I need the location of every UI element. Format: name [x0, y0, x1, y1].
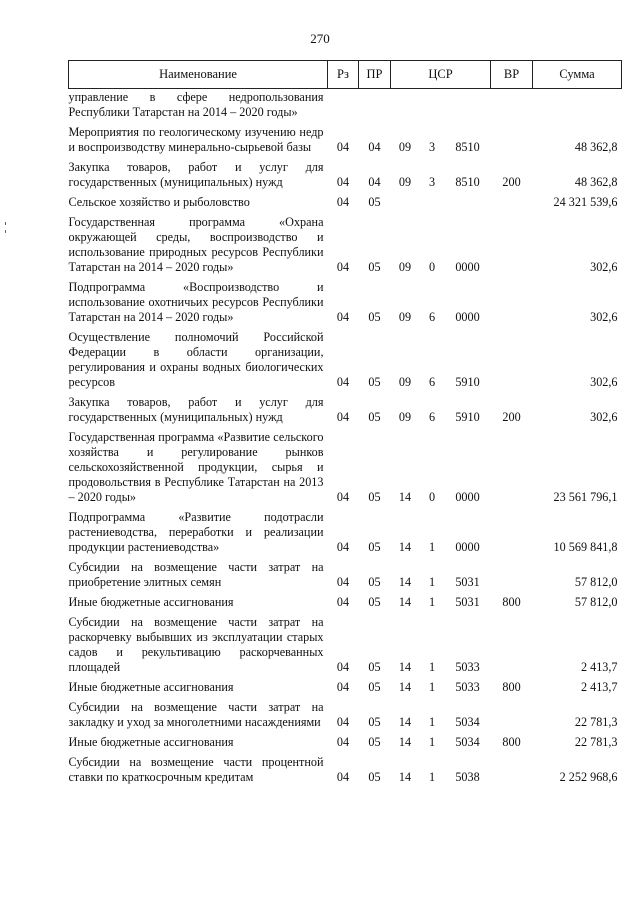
row-csr-item: 5031 [455, 575, 480, 589]
header-sum: Сумма [533, 61, 622, 89]
row-csr-program: 14 [398, 660, 412, 674]
row-vr [491, 555, 533, 590]
header-name: Наименование [69, 61, 328, 89]
row-vr [491, 120, 533, 155]
row-name: Сельское хозяйство и рыболовство [68, 195, 250, 209]
row-rz [328, 89, 359, 121]
row-vr [491, 190, 533, 210]
row-rz: 04 [336, 575, 350, 589]
row-name: Иные бюджетные ассигнования [68, 595, 234, 609]
row-csr-program: 14 [398, 490, 412, 504]
row-pr: 05 [368, 260, 381, 274]
row-csr-subprogram [420, 89, 445, 121]
row-rz: 04 [336, 175, 350, 189]
row-sum: 23 561 796,1 [553, 490, 618, 504]
row-csr-item: 5038 [455, 770, 480, 784]
row-pr: 05 [368, 735, 381, 749]
row-csr-item [445, 89, 491, 121]
row-csr-program: 09 [398, 410, 412, 424]
row-vr: 200 [502, 410, 521, 424]
row-sum: 22 781,3 [574, 735, 618, 749]
row-vr: 800 [502, 680, 521, 694]
row-vr [491, 210, 533, 275]
row-name: Государственная программа «Развитие сельского хозяйства и регулирование рынков сельскохозяйственной продукции, сырья и продовольствия в Республике Татарстан на 2013 – 2020 годы» [68, 430, 324, 504]
table-row [69, 610, 622, 675]
row-pr: 04 [368, 140, 381, 154]
row-pr: 04 [368, 175, 381, 189]
table-header [69, 61, 622, 89]
row-csr-subprogram: 1 [428, 660, 436, 674]
row-rz: 04 [336, 735, 350, 749]
row-csr-subprogram: 1 [428, 680, 436, 694]
row-name: Субсидии на возмещение части затрат на приобретение элитных семян [68, 560, 324, 589]
row-pr: 05 [368, 680, 381, 694]
row-csr-program: 09 [398, 175, 412, 189]
table-row [69, 590, 622, 610]
row-csr-subprogram: 0 [428, 260, 436, 274]
row-sum: 57 812,0 [574, 595, 618, 609]
row-csr-subprogram: 1 [428, 540, 436, 554]
table-row [69, 730, 622, 750]
header-pr: ПР [359, 61, 391, 89]
row-csr-subprogram: 1 [428, 595, 436, 609]
row-sum: 2 413,7 [580, 660, 618, 674]
row-csr-item: 8510 [455, 175, 480, 189]
row-csr-item [445, 190, 491, 210]
row-csr-program: 14 [398, 715, 412, 729]
row-vr: 200 [502, 175, 521, 189]
table-row [69, 695, 622, 730]
row-rz: 04 [336, 490, 350, 504]
row-sum: 302,6 [590, 260, 618, 274]
row-csr-program: 09 [398, 310, 412, 324]
row-csr-program: 09 [398, 140, 412, 154]
row-csr-subprogram: 1 [428, 770, 436, 784]
row-pr: 05 [368, 410, 381, 424]
table-row [69, 275, 622, 325]
row-pr: 05 [368, 195, 381, 209]
row-vr [491, 695, 533, 730]
row-csr-item: 8510 [455, 140, 480, 154]
row-rz: 04 [336, 260, 350, 274]
row-vr [491, 505, 533, 555]
table-row [69, 425, 622, 505]
header-rz: Рз [328, 61, 359, 89]
row-csr-subprogram [420, 190, 445, 210]
scan-artifact-mark [5, 222, 6, 225]
row-csr-item: 5033 [455, 680, 480, 694]
row-csr-item: 5033 [455, 660, 480, 674]
table-row [69, 750, 622, 785]
row-csr-subprogram: 6 [428, 375, 436, 389]
row-csr-subprogram: 3 [428, 140, 436, 154]
row-csr-subprogram: 6 [428, 310, 436, 324]
row-name: Субсидии на возмещение части затрат на закладку и уход за многолетними насаждениями [68, 700, 324, 729]
row-pr: 05 [368, 490, 381, 504]
row-rz: 04 [336, 770, 350, 784]
row-vr: 800 [502, 735, 521, 749]
budget-table [68, 60, 622, 785]
row-name: Мероприятия по геологическому изучению недр и воспроизводству минерально-сырьевой базы [68, 125, 324, 154]
row-name: Осуществление полномочий Российской Федерации в области организации, регулирования и охраны водных биологических ресурсов [68, 330, 324, 389]
scan-artifact-mark [5, 230, 6, 233]
row-name: Иные бюджетные ассигнования [68, 680, 234, 694]
page-number: 270 [310, 31, 330, 46]
row-vr [491, 325, 533, 390]
row-sum: 302,6 [590, 410, 618, 424]
header-csr: ЦСР [391, 61, 491, 89]
row-rz: 04 [336, 660, 350, 674]
row-sum: 10 569 841,8 [553, 540, 618, 554]
row-pr: 05 [368, 715, 381, 729]
row-rz: 04 [336, 310, 350, 324]
row-csr-program: 14 [398, 575, 412, 589]
row-name: Иные бюджетные ассигнования [68, 735, 234, 749]
row-pr: 05 [368, 770, 381, 784]
row-pr: 05 [368, 310, 381, 324]
row-name: Подпрограмма «Воспроизводство и использование охотничьих ресурсов Республики Татарстан на 2014 – 2020 годы» [68, 280, 324, 324]
row-sum: 48 362,8 [574, 175, 618, 189]
row-csr-subprogram: 1 [428, 715, 436, 729]
row-sum [533, 89, 622, 121]
row-csr-program [391, 89, 420, 121]
row-rz: 04 [336, 595, 350, 609]
row-vr [491, 750, 533, 785]
row-csr-item: 0000 [455, 260, 480, 274]
row-pr: 05 [368, 540, 381, 554]
row-name: Государственная программа «Охрана окружающей среды, воспроизводство и использование природных ресурсов Республики Татарстан на 2014 – 2020 годы» [68, 215, 324, 274]
row-rz: 04 [336, 715, 350, 729]
table-row [69, 675, 622, 695]
row-csr-subprogram: 1 [428, 575, 436, 589]
row-pr: 05 [368, 660, 381, 674]
row-name: Субсидии на возмещение части процентной ставки по краткосрочным кредитам [68, 755, 324, 784]
row-csr-program: 09 [398, 260, 412, 274]
row-csr-item: 5031 [455, 595, 480, 609]
row-sum: 48 362,8 [574, 140, 618, 154]
row-rz: 04 [336, 540, 350, 554]
table-row [69, 390, 622, 425]
row-csr-program: 14 [398, 770, 412, 784]
table-row [69, 190, 622, 210]
row-sum: 57 812,0 [574, 575, 618, 589]
row-sum: 22 781,3 [574, 715, 618, 729]
row-vr [491, 425, 533, 505]
row-pr: 05 [368, 375, 381, 389]
row-sum: 24 321 539,6 [553, 195, 618, 209]
row-csr-item: 0000 [455, 540, 480, 554]
row-csr-program: 14 [398, 595, 412, 609]
row-csr-item: 5034 [455, 735, 480, 749]
row-csr-subprogram: 6 [428, 410, 436, 424]
row-csr-item: 0000 [455, 490, 480, 504]
table-body [69, 89, 622, 786]
row-name: Закупка товаров, работ и услуг для государственных (муниципальных) нужд [68, 160, 324, 189]
row-vr [491, 275, 533, 325]
row-name: Закупка товаров, работ и услуг для государственных (муниципальных) нужд [68, 395, 324, 424]
row-rz: 04 [336, 195, 350, 209]
row-sum: 302,6 [590, 375, 618, 389]
row-sum: 2 413,7 [580, 680, 618, 694]
table-row [69, 555, 622, 590]
row-name: Подпрограмма «Развитие подотрасли растениеводства, переработки и реализации продукции растениеводства» [68, 510, 324, 554]
header-vr: ВР [491, 61, 533, 89]
row-vr [491, 610, 533, 675]
row-csr-subprogram: 1 [428, 735, 436, 749]
row-rz: 04 [336, 680, 350, 694]
row-csr-program [391, 190, 420, 210]
row-csr-subprogram: 3 [428, 175, 436, 189]
table-row [69, 89, 622, 121]
table-row [69, 325, 622, 390]
row-csr-item: 5910 [455, 375, 480, 389]
row-rz: 04 [336, 410, 350, 424]
row-csr-item: 0000 [455, 310, 480, 324]
table-row [69, 155, 622, 190]
row-vr: 800 [502, 595, 521, 609]
row-csr-item: 5034 [455, 715, 480, 729]
row-sum: 302,6 [590, 310, 618, 324]
row-pr: 05 [368, 575, 381, 589]
row-pr: 05 [368, 595, 381, 609]
row-name: Субсидии на возмещение части затрат на раскорчевку выбывших из эксплуатации старых садов и рекультивацию раскорчеванных площадей [68, 615, 324, 674]
table-row [69, 505, 622, 555]
table-row [69, 120, 622, 155]
row-csr-program: 09 [398, 375, 412, 389]
table-row [69, 210, 622, 275]
row-sum: 2 252 968,6 [559, 770, 618, 784]
row-csr-subprogram: 0 [428, 490, 436, 504]
row-csr-program: 14 [398, 735, 412, 749]
row-csr-item: 5910 [455, 410, 480, 424]
row-vr [491, 89, 533, 121]
row-rz: 04 [336, 140, 350, 154]
row-csr-program: 14 [398, 540, 412, 554]
row-rz: 04 [336, 375, 350, 389]
row-name: управление в сфере недропользования Республики Татарстан на 2014 – 2020 годы» [68, 90, 324, 119]
row-pr [359, 89, 391, 121]
row-csr-program: 14 [398, 680, 412, 694]
